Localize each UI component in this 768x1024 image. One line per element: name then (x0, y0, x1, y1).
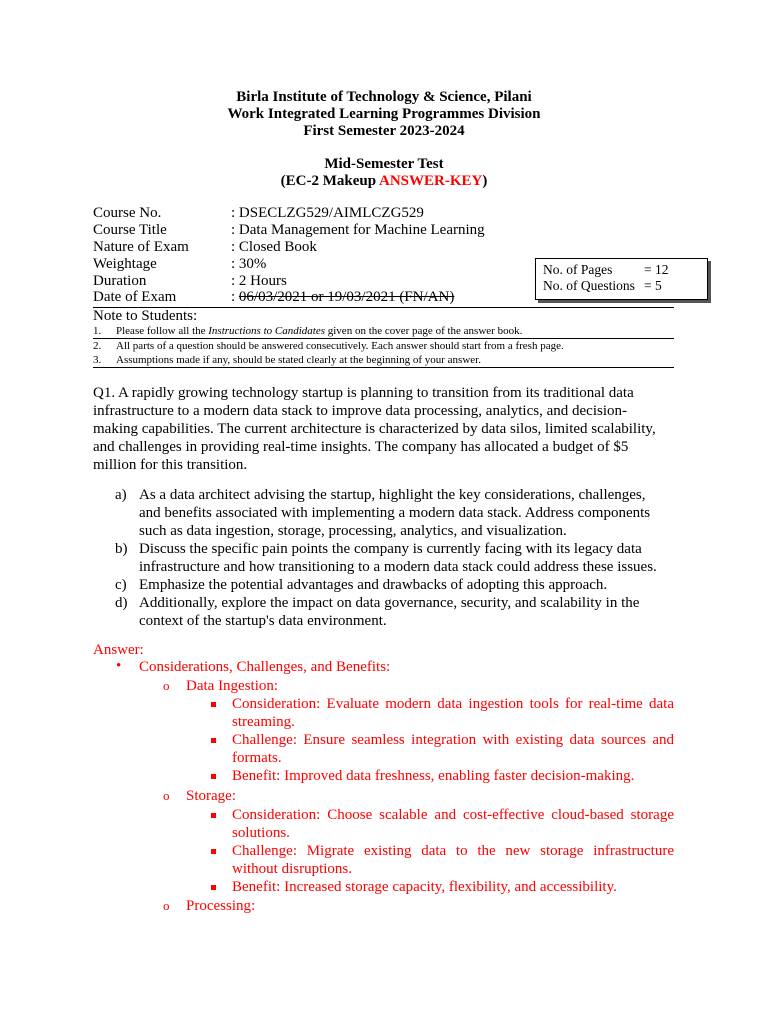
question-line: infrastructure to a modern data stack to improve data processing, analytics, and decision- (93, 403, 627, 419)
divider-bottom (93, 367, 674, 368)
section-title: Processing: (186, 898, 256, 914)
note-number: 3. (93, 354, 102, 366)
info-weightage (93, 256, 266, 273)
pages-box (535, 258, 708, 300)
answer-item-line: solutions. (232, 825, 290, 841)
info-value: : Closed Book (231, 239, 317, 255)
info-course-title (93, 222, 485, 239)
question-part-b (115, 540, 674, 576)
answer-label: Answer: (93, 642, 144, 658)
part-line: Additionally, explore the impact on data governance, security, and scalability in the (139, 595, 640, 611)
info-label: Duration (93, 273, 147, 289)
note-text: Assumptions made if any, should be stated clearly at the beginning of your answer. (116, 354, 481, 366)
part-line: Discuss the specific pain points the company is currently facing with its legacy data (139, 541, 642, 557)
questions-value: = 5 (644, 278, 662, 293)
subtitle-suffix: ) (482, 173, 488, 189)
info-nature (93, 239, 317, 256)
part-line: Emphasize the potential advantages and drawbacks of adopting this approach. (139, 577, 608, 593)
note-number: 2. (93, 340, 102, 352)
note-text: Please follow all the (116, 325, 209, 337)
note-item (93, 340, 564, 353)
circle-bullet-icon: o (163, 678, 170, 693)
answer-item-line: without disruptions. (232, 861, 353, 877)
answer-item-line: Challenge: Ensure seamless integration with existing data sources and (232, 732, 674, 748)
answer-item (232, 767, 674, 785)
question-line: and challenges in providing real-time insights. The company has allocated a budget of $5 (93, 439, 629, 455)
answer-heading: Considerations, Challenges, and Benefits: (139, 659, 391, 675)
square-bullet-icon (211, 738, 216, 743)
info-label: Date of Exam (93, 289, 177, 305)
info-label: Weightage (93, 256, 157, 272)
part-marker: c) (115, 577, 127, 593)
part-line: As a data architect advising the startup, highlight the key considerations, challenges, (139, 487, 646, 503)
part-line: context of the startup's data environment. (139, 613, 387, 629)
part-marker: d) (115, 595, 128, 611)
info-value: : 30% (231, 256, 267, 272)
division-name: Work Integrated Learning Programmes Division (227, 106, 541, 122)
answer-item (232, 842, 674, 878)
info-label: Course No. (93, 205, 162, 221)
semester: First Semester 2023-2024 (303, 123, 465, 139)
divider-note (93, 338, 674, 339)
question-part-c (115, 576, 674, 594)
info-value-prefix: : (231, 289, 239, 305)
question-part-a (115, 486, 674, 540)
pages-count-row (543, 262, 707, 278)
info-value: : DSECLZG529/AIMLCZG529 (231, 205, 424, 221)
info-label: Nature of Exam (93, 239, 189, 255)
part-line: infrastructure and how transitioning to a modern data stack could address these issues. (139, 559, 657, 575)
answer-key-label: ANSWER-KEY (378, 173, 483, 189)
questions-label: No. of Questions (543, 278, 635, 293)
section-title: Storage: (186, 788, 236, 804)
institute-name: Birla Institute of Technology & Science, Pilani (236, 89, 532, 105)
pages-label: No. of Pages (543, 262, 613, 277)
square-bullet-icon (211, 774, 216, 779)
notes-title: Note to Students: (93, 308, 198, 324)
info-value-struck: 06/03/2021 or 19/03/2021 (FN/AN) (238, 289, 455, 305)
question-part-d (115, 594, 674, 630)
square-bullet-icon (211, 702, 216, 707)
answer-item-line: Challenge: Migrate existing data to the new storage infrastructure (232, 843, 674, 859)
part-line: such as data ingestion, storage, processing, analytics, and visualization. (139, 523, 567, 539)
answer-item-line: formats. (232, 750, 282, 766)
answer-item-line: Consideration: Choose scalable and cost-effective cloud-based storage (232, 807, 674, 823)
info-value: : 2 Hours (231, 273, 287, 289)
part-line: and benefits associated with implementing a modern data stack. Address components (139, 505, 651, 521)
square-bullet-icon (211, 813, 216, 818)
question-line: million for this transition. (93, 457, 248, 473)
info-value: : Data Management for Machine Learning (231, 222, 485, 238)
note-italic: Instructions to Candidates (208, 325, 325, 337)
answer-item-line: Benefit: Increased storage capacity, flexibility, and accessibility. (232, 879, 617, 895)
pages-value: = 12 (644, 262, 669, 277)
exam-title: Mid-Semester Test (324, 156, 444, 172)
exam-subtitle (0, 172, 768, 190)
note-item (93, 354, 481, 367)
square-bullet-icon (211, 885, 216, 890)
part-marker: a) (115, 487, 127, 503)
circle-bullet-icon: o (163, 788, 170, 803)
note-item (93, 325, 522, 338)
note-text: given on the cover page of the answer book. (325, 325, 523, 337)
note-text: All parts of a question should be answered consecutively. Each answer should start from a fresh page. (116, 340, 564, 352)
answer-item (232, 806, 674, 842)
question-1 (93, 384, 674, 474)
answer-item-line: streaming. (232, 714, 295, 730)
answer-item (232, 878, 674, 896)
answer-item-line: Benefit: Improved data freshness, enabling faster decision-making. (232, 768, 635, 784)
question-line: Q1. A rapidly growing technology startup is planning to transition from its traditional data (93, 385, 634, 401)
question-line: making capabilities. The current architecture is characterized by data silos, limited scalability, (93, 421, 656, 437)
questions-count-row (543, 278, 707, 294)
info-label: Course Title (93, 222, 167, 238)
square-bullet-icon (211, 849, 216, 854)
answer-item (232, 695, 674, 731)
info-course-no (93, 205, 424, 222)
answer-item-line: Consideration: Evaluate modern data ingestion tools for real-time data (232, 696, 674, 712)
info-date (93, 289, 454, 306)
part-marker: b) (115, 541, 128, 557)
circle-bullet-icon: o (163, 898, 170, 913)
bullet-icon: • (116, 658, 122, 674)
subtitle-prefix: (EC-2 Makeup (280, 173, 379, 189)
note-number: 1. (93, 325, 102, 337)
section-title: Data Ingestion: (186, 678, 279, 694)
answer-item (232, 731, 674, 767)
info-duration (93, 273, 287, 290)
